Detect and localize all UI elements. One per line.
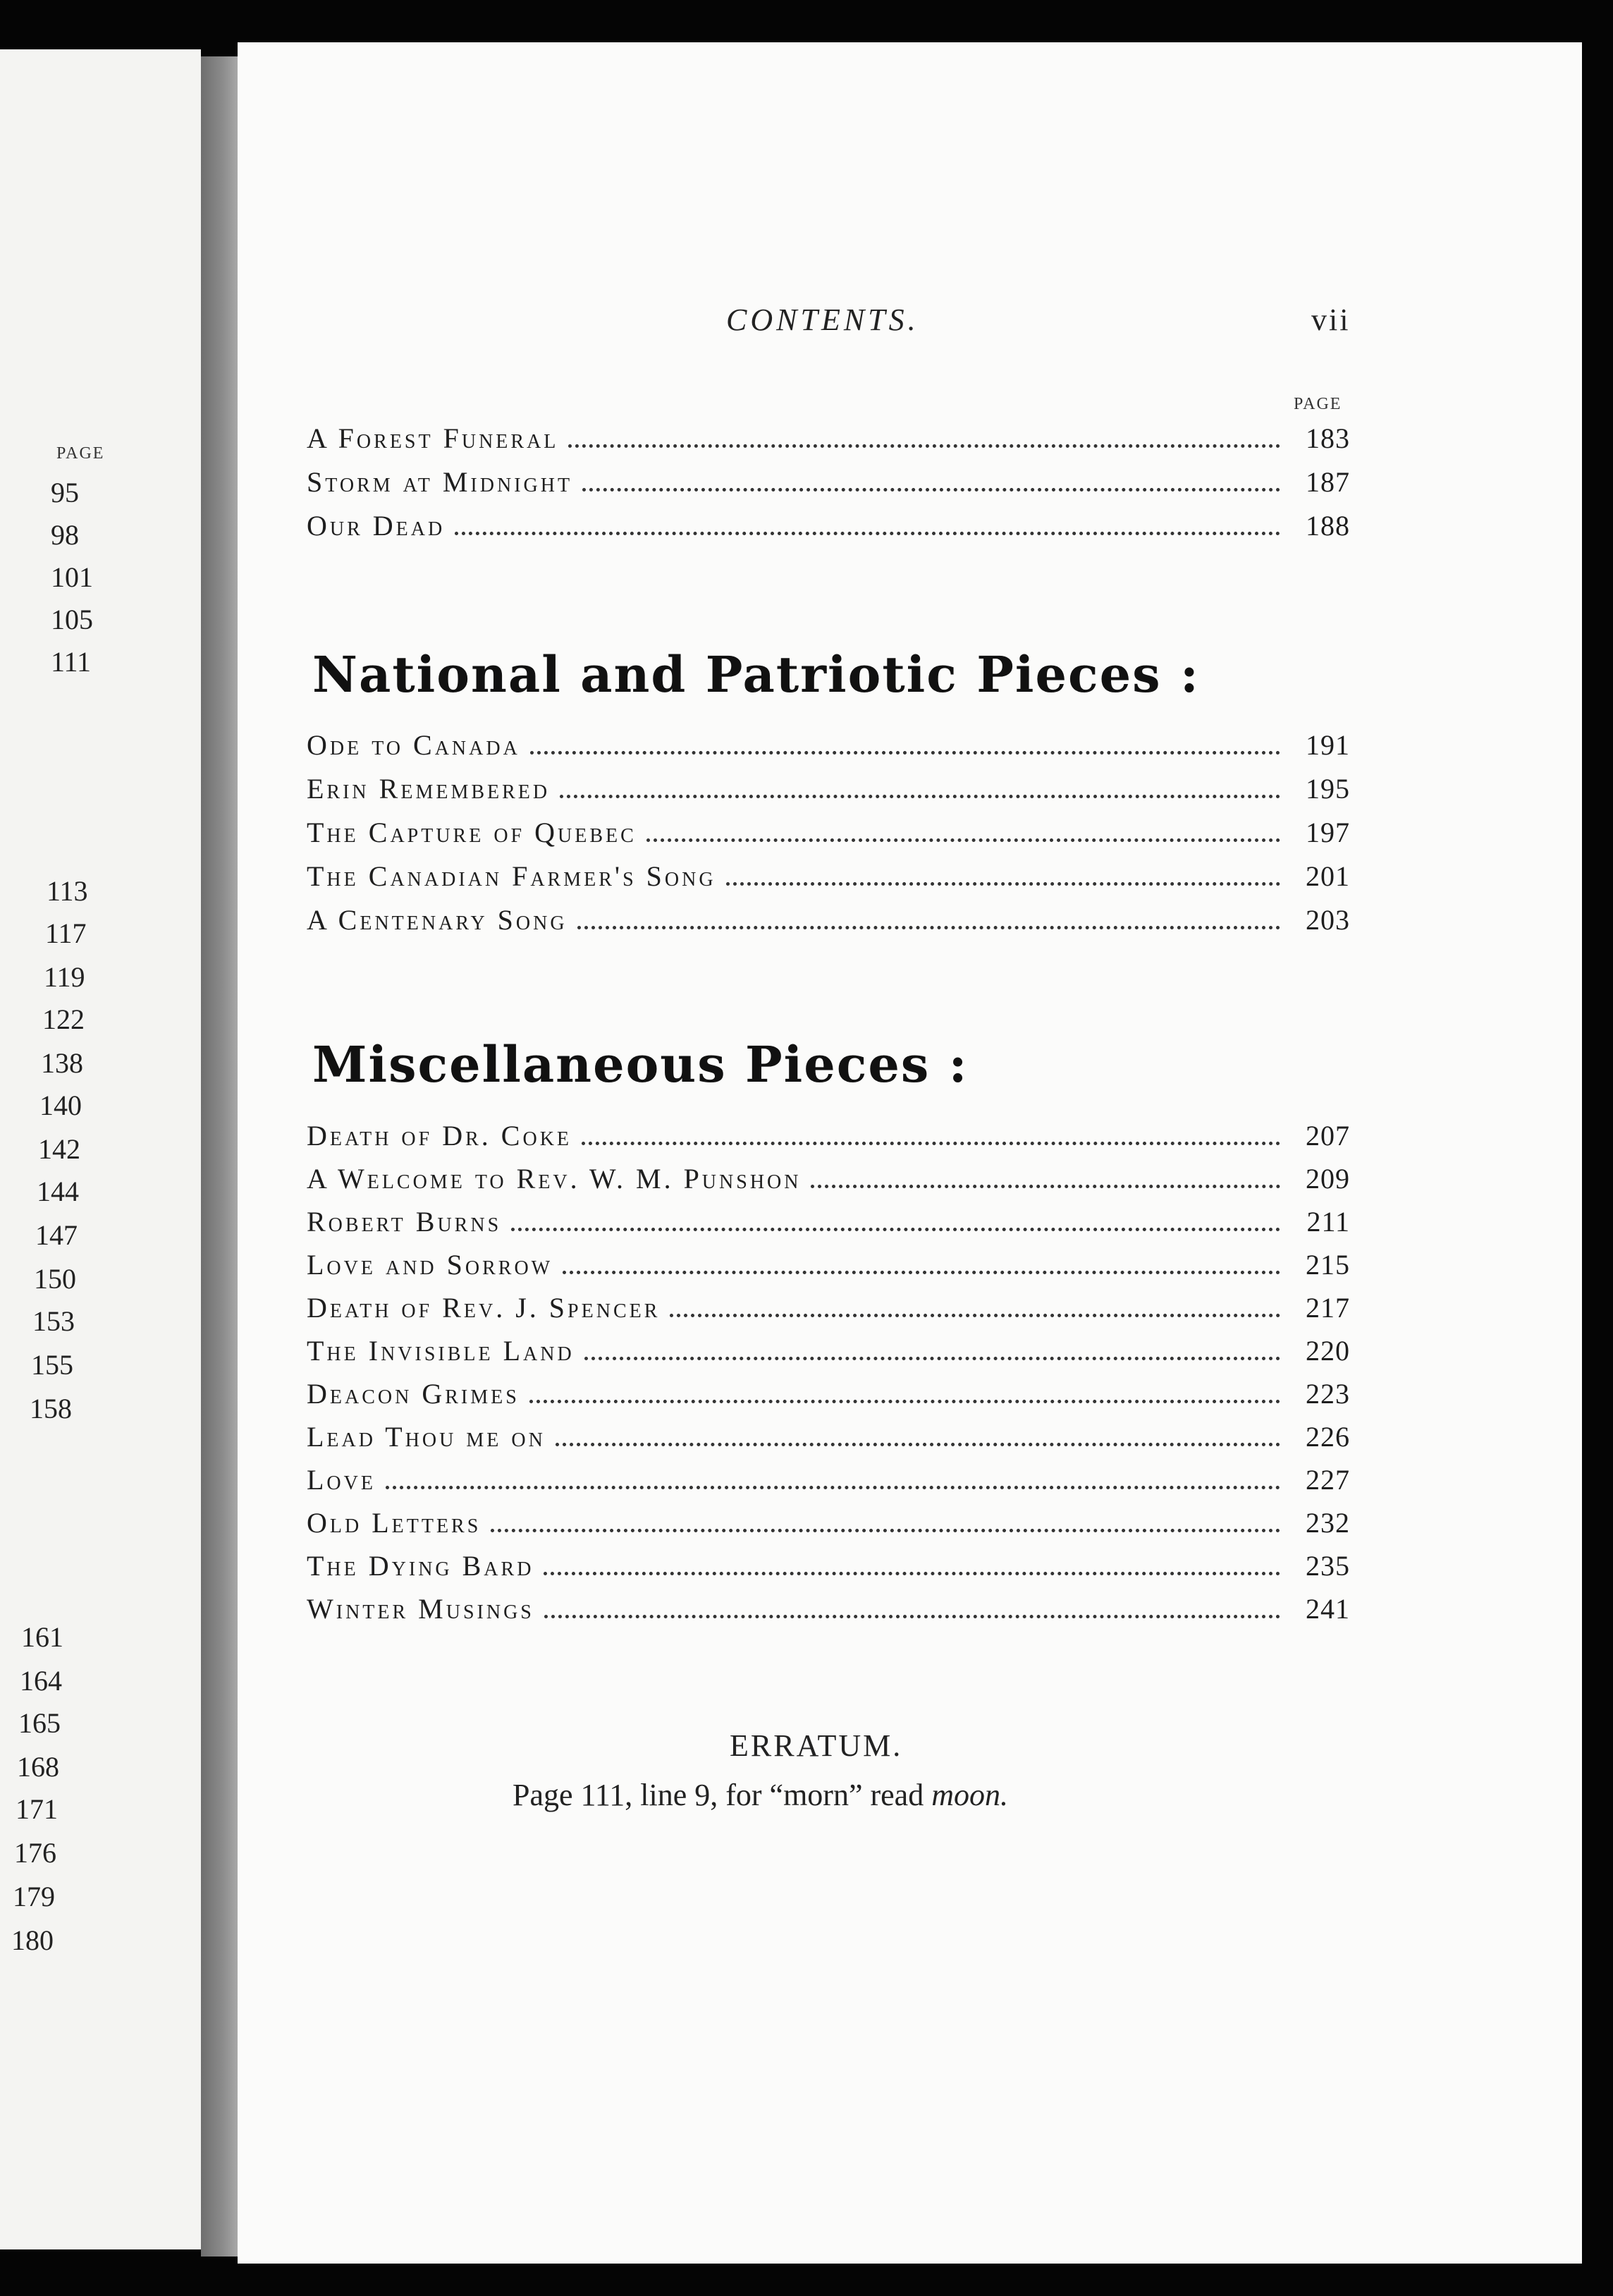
toc-entry-page: 226: [1306, 1421, 1350, 1453]
dot-leader: [582, 1142, 1280, 1145]
erratum-text: Page 111, line 9, for “morn” read: [513, 1778, 932, 1812]
erratum-note: [513, 1777, 1008, 1813]
toc-entry: [307, 422, 1350, 464]
facing-page-number: 155: [31, 1349, 73, 1381]
toc-entry-title: A Forest Funeral: [307, 422, 559, 454]
facing-page-number: 171: [16, 1793, 58, 1825]
toc-entry-title: A Welcome to Rev. W. M. Punshon: [307, 1163, 802, 1195]
toc-entry-title: Love and Sorrow: [307, 1249, 553, 1281]
toc-entry: [307, 1377, 1350, 1419]
toc-entry: [307, 1420, 1350, 1463]
dot-leader: [584, 1357, 1280, 1360]
toc-entry: [307, 1248, 1350, 1290]
dot-leader: [491, 1529, 1280, 1532]
toc-entry: [307, 465, 1350, 508]
toc-entry-page: 183: [1306, 422, 1350, 454]
toc-entry: [307, 1162, 1350, 1204]
facing-page-number: 168: [17, 1751, 59, 1783]
toc-entry-page: 241: [1306, 1593, 1350, 1625]
dot-leader: [670, 1314, 1280, 1317]
toc-entry-title: The Capture of Quebec: [307, 817, 637, 848]
facing-page-number: 176: [14, 1837, 56, 1869]
toc-entry-page: 223: [1306, 1378, 1350, 1410]
toc-entry-title: Our Dead: [307, 510, 446, 542]
section-title-miscellaneous: Miscellaneous Pieces :: [312, 1035, 969, 1094]
toc-entry: [307, 1592, 1350, 1635]
facing-page-number: 140: [39, 1089, 82, 1121]
facing-page-number: 153: [32, 1305, 75, 1337]
toc-entry-page: 195: [1306, 773, 1350, 805]
toc-entry: [307, 1506, 1350, 1549]
facing-page-number: 111: [51, 646, 92, 678]
dot-leader: [560, 795, 1280, 798]
dot-leader: [577, 926, 1280, 929]
facing-page-number: 138: [41, 1047, 83, 1079]
toc-entry: [307, 1205, 1350, 1247]
toc-entry: [307, 509, 1350, 551]
toc-entry-title: Robert Burns: [307, 1206, 502, 1238]
toc-entry-page: 187: [1306, 466, 1350, 498]
toc-entry: [307, 1463, 1350, 1506]
facing-page-number: 165: [18, 1707, 61, 1739]
toc-entry-title: The Canadian Farmer's Song: [307, 860, 716, 892]
toc-entry-page: 215: [1306, 1249, 1350, 1281]
toc-entry: [307, 1119, 1350, 1161]
facing-page-number: 98: [51, 519, 79, 551]
toc-entry: [307, 1291, 1350, 1333]
facing-page-number: 117: [45, 917, 87, 949]
facing-page-header: PAGE: [56, 444, 105, 463]
dot-leader: [544, 1572, 1280, 1575]
facing-page: [0, 49, 201, 2249]
section-title-national: National and Patriotic Pieces :: [312, 645, 1200, 704]
toc-entry-page: 227: [1306, 1464, 1350, 1496]
toc-entry-page: 209: [1306, 1163, 1350, 1195]
facing-page-number: 180: [11, 1924, 54, 1956]
toc-entry-page: 188: [1306, 510, 1350, 542]
toc-entry-title: Love: [307, 1464, 376, 1496]
dot-leader: [582, 488, 1280, 491]
dot-leader: [556, 1443, 1280, 1446]
facing-page-number: 142: [38, 1133, 80, 1165]
toc-entry-title: The Dying Bard: [307, 1550, 534, 1582]
toc-entry-title: Storm at Midnight: [307, 466, 573, 498]
dot-leader: [646, 838, 1280, 842]
toc-entry: [307, 728, 1350, 771]
toc-entry-page: 235: [1306, 1550, 1350, 1582]
toc-entry: [307, 816, 1350, 858]
toc-entry-page: 197: [1306, 817, 1350, 848]
dot-leader: [455, 532, 1280, 535]
toc-entry-page: 191: [1306, 729, 1350, 761]
toc-entry-title: Death of Rev. J. Spencer: [307, 1292, 661, 1324]
toc-entry: [307, 860, 1350, 902]
folio: vii: [1311, 303, 1351, 337]
toc-entry-title: Ode to Canada: [307, 729, 520, 761]
facing-page-number: 147: [35, 1219, 78, 1251]
toc-entry-title: The Invisible Land: [307, 1335, 575, 1367]
toc-entry: [307, 1334, 1350, 1376]
dot-leader: [511, 1228, 1280, 1231]
toc-entry: [307, 1549, 1350, 1592]
facing-page-number: 122: [42, 1003, 85, 1035]
toc-entry-title: Death of Dr. Coke: [307, 1120, 572, 1152]
toc-entry-title: Deacon Grimes: [307, 1378, 520, 1410]
book-gutter: [201, 56, 238, 2257]
toc-entry-page: 207: [1306, 1120, 1350, 1152]
facing-page-number: 150: [34, 1263, 76, 1295]
toc-entry-page: 201: [1306, 860, 1350, 892]
toc-entry-page: 211: [1306, 1206, 1350, 1238]
toc-entry-page: 232: [1306, 1507, 1350, 1539]
facing-page-number: 164: [20, 1665, 62, 1697]
facing-page-number: 95: [51, 477, 79, 508]
facing-page-number: 101: [51, 561, 93, 593]
facing-page-number: 105: [51, 604, 93, 635]
dot-leader: [568, 444, 1280, 448]
dot-leader: [726, 882, 1280, 886]
dot-leader: [530, 751, 1280, 755]
toc-entry: [307, 903, 1350, 946]
facing-page-number: 113: [47, 875, 88, 907]
toc-entry-title: Lead Thou me on: [307, 1421, 546, 1453]
dot-leader: [529, 1400, 1280, 1403]
facing-page-number: 158: [30, 1393, 72, 1424]
toc-entry-page: 217: [1306, 1292, 1350, 1324]
facing-page-number: 179: [13, 1881, 55, 1912]
running-head: CONTENTS.: [726, 303, 919, 337]
toc-entry: [307, 772, 1350, 814]
dot-leader: [563, 1271, 1280, 1274]
facing-page-number: 144: [37, 1176, 79, 1207]
dot-leader: [386, 1486, 1280, 1489]
dot-leader: [544, 1615, 1280, 1618]
facing-page-number: 119: [44, 961, 85, 993]
toc-entry-page: 203: [1306, 904, 1350, 936]
toc-entry-title: Old Letters: [307, 1507, 482, 1539]
erratum-heading: ERRATUM.: [730, 1728, 903, 1763]
dot-leader: [811, 1185, 1280, 1188]
toc-entry-title: Winter Musings: [307, 1593, 534, 1625]
toc-entry-page: 220: [1306, 1335, 1350, 1367]
toc-entry-title: Erin Remembered: [307, 773, 551, 805]
erratum-correction: moon.: [931, 1778, 1008, 1812]
toc-entry-title: A Centenary Song: [307, 904, 568, 936]
facing-page-number: 161: [21, 1621, 63, 1653]
page-column-header: PAGE: [1294, 395, 1342, 413]
